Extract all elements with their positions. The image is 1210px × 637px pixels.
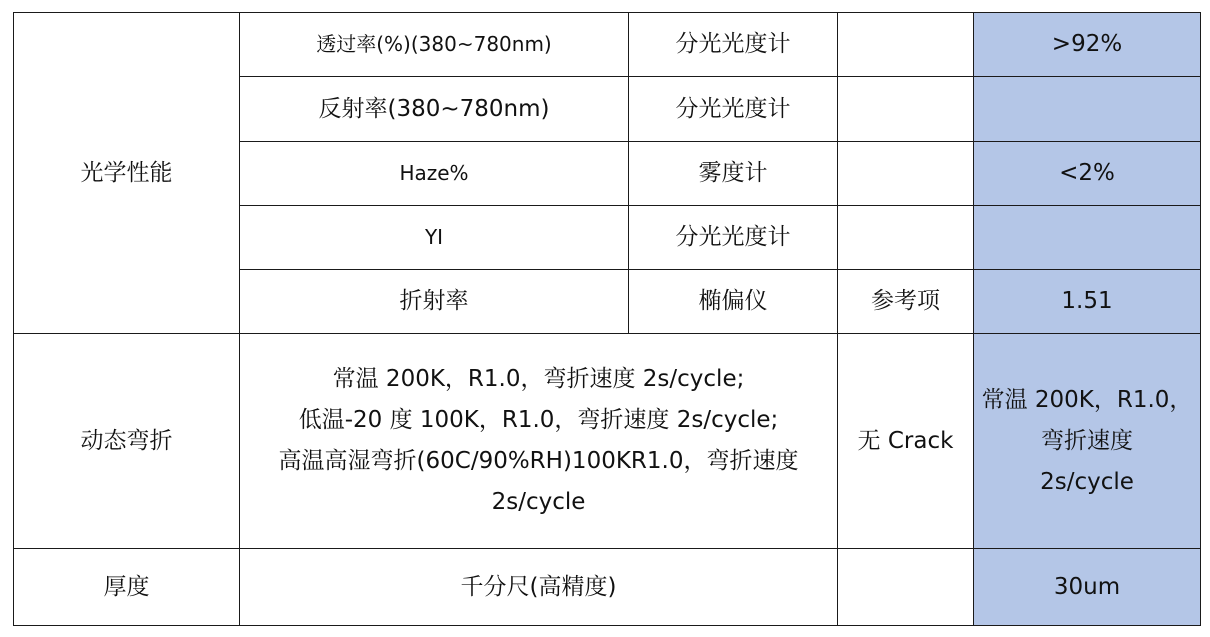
value-cell xyxy=(974,77,1201,142)
method-cell: 椭偏仪 xyxy=(629,270,838,334)
value-cell: 1.51 xyxy=(974,270,1201,334)
condition-line: 低温-20 度 100K，R1.0，弯折速度 2s/cycle; xyxy=(298,407,779,433)
method-cell: 分光光度计 xyxy=(629,13,838,77)
method-cell: 分光光度计 xyxy=(629,206,838,270)
table-row xyxy=(14,13,1201,77)
note-cell xyxy=(838,549,974,626)
value-cell: <2% xyxy=(974,142,1201,206)
optical-group-cell: 光学性能 xyxy=(14,13,240,334)
value-cell xyxy=(974,334,1201,549)
table-row xyxy=(14,549,1201,626)
item-cell: 反射率(380~780nm) xyxy=(240,77,629,142)
condition-line: 常温 200K，R1.0，弯折速度 2s/cycle; xyxy=(332,366,745,392)
item-cell: 透过率(%)(380~780nm) xyxy=(240,13,629,77)
method-cell: 分光光度计 xyxy=(629,77,838,142)
item-cell: YI xyxy=(240,206,629,270)
value-cell: >92% xyxy=(974,13,1201,77)
table-row xyxy=(14,334,1201,549)
bending-group-cell: 动态弯折 xyxy=(14,334,240,549)
bending-conditions-cell xyxy=(240,334,838,549)
method-cell: 千分尺(高精度) xyxy=(240,549,838,626)
note-cell xyxy=(838,77,974,142)
item-cell: Haze% xyxy=(240,142,629,206)
note-cell xyxy=(838,142,974,206)
condition-line: 2s/cycle xyxy=(491,489,586,515)
note-cell: 无 Crack xyxy=(838,334,974,549)
value-line: 弯折速度 xyxy=(1041,427,1133,454)
value-line: 常温 200K，R1.0， xyxy=(981,386,1193,413)
item-cell: 折射率 xyxy=(240,270,629,334)
spec-table xyxy=(13,12,1201,626)
note-cell xyxy=(838,13,974,77)
thickness-group-cell: 厚度 xyxy=(14,549,240,626)
value-cell: 30um xyxy=(974,549,1201,626)
method-cell: 雾度计 xyxy=(629,142,838,206)
note-cell: 参考项 xyxy=(838,270,974,334)
condition-line: 高温高湿弯折(60C/90%RH)100KR1.0，弯折速度 xyxy=(278,448,799,474)
value-line: 2s/cycle xyxy=(1040,468,1134,495)
value-cell xyxy=(974,206,1201,270)
note-cell xyxy=(838,206,974,270)
